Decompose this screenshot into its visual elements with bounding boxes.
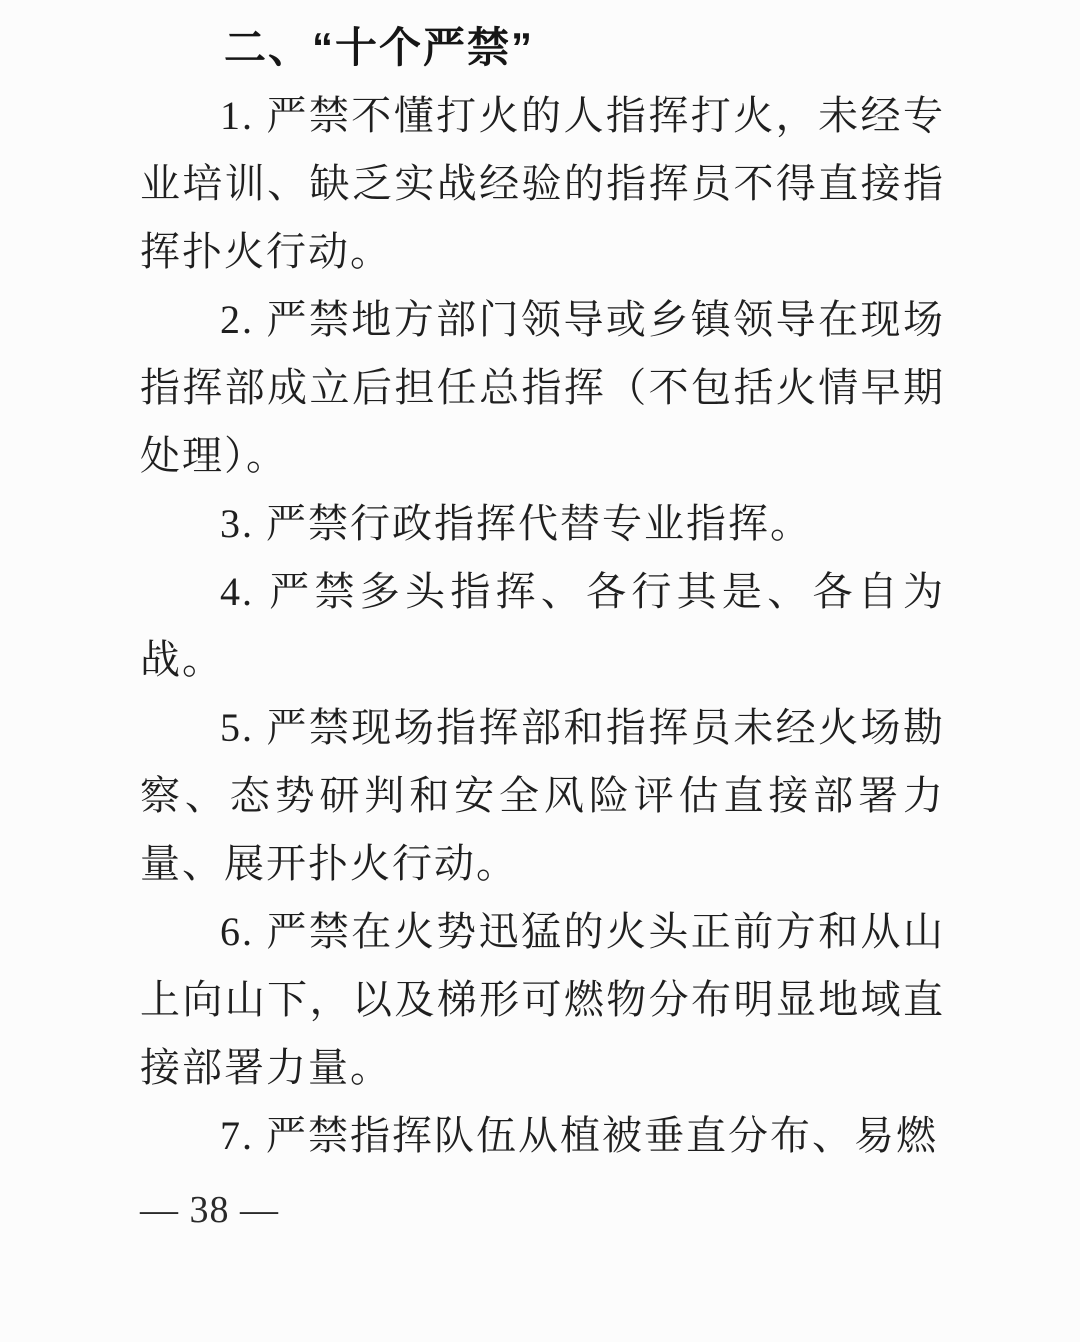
section-title: 二、“十个严禁” (224, 24, 535, 71)
prohibition-item-3: 3. 严禁行政指挥代替专业指挥。 (220, 501, 812, 546)
prohibition-item-6: 6. 严禁在火势迅猛的火头正前方和从山上向山下，以及梯形可燃物分布明显地域直接部署力量。 (140, 909, 945, 1090)
document-content (140, 14, 945, 1170)
prohibition-item-1: 1. 严禁不懂打火的人指挥打火，未经专业培训、缺乏实战经验的指挥员不得直接指挥扑火行动。 (140, 93, 945, 274)
prohibition-item-5: 5. 严禁现场指挥部和指挥员未经火场勘察、态势研判和安全风险评估直接部署力量、展开扑火行动。 (140, 705, 945, 886)
prohibition-item-4: 4. 严禁多头指挥、各行其是、各自为战。 (140, 569, 945, 682)
prohibition-item-7: 7. 严禁指挥队伍从植被垂直分布、易燃 (220, 1113, 938, 1158)
page-number: — 38 — (140, 1189, 279, 1231)
prohibition-item-2: 2. 严禁地方部门领导或乡镇领导在现场指挥部成立后担任总指挥（不包括火情早期处理）。 (140, 297, 945, 478)
